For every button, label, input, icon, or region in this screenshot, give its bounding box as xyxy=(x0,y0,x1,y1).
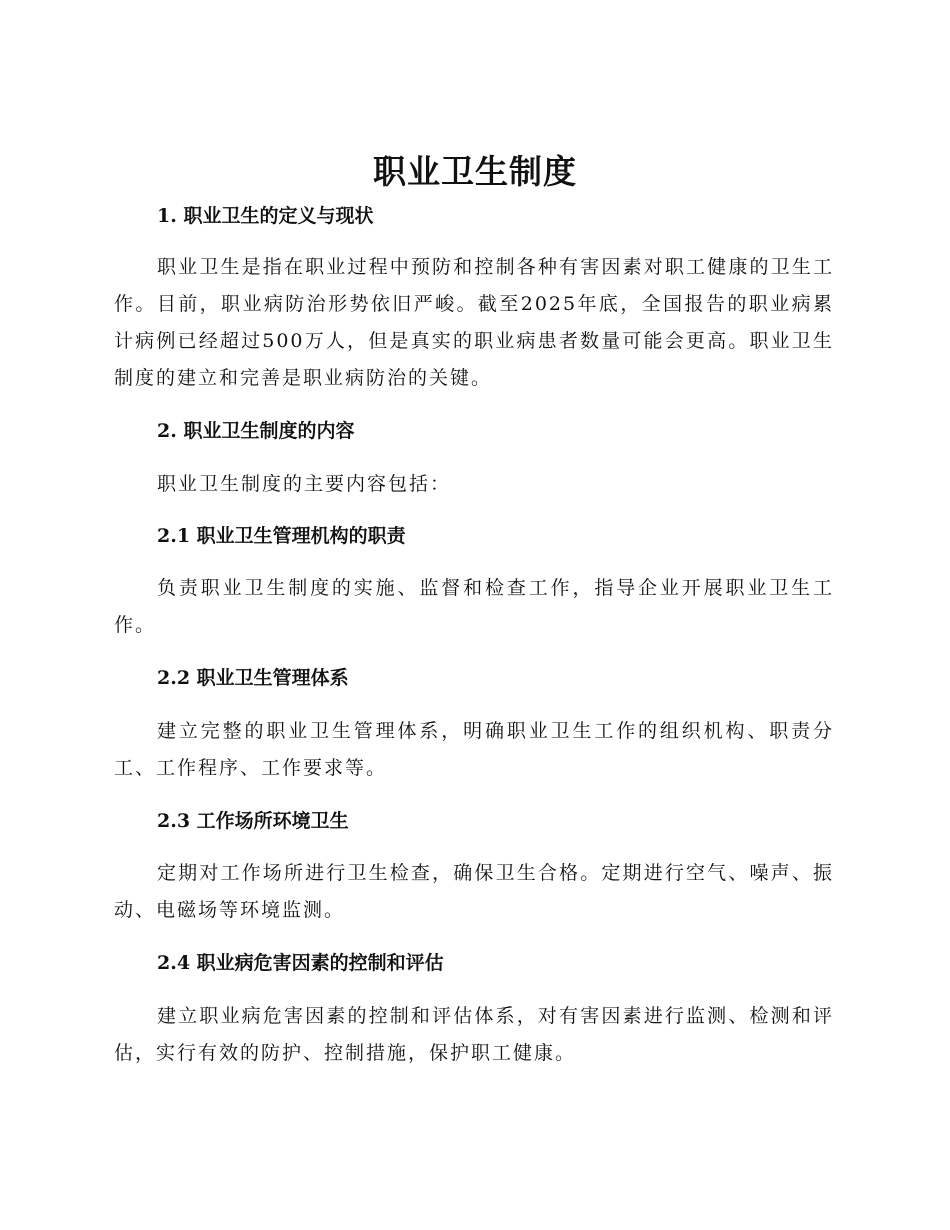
section-paragraph-2-3: 定期对工作场所进行卫生检查，确保卫生合格。定期进行空气、噪声、振动、电磁场等环境监测。 xyxy=(114,862,834,921)
section-heading-2-1: 2.1 职业卫生管理机构的职责 xyxy=(157,525,406,547)
section-heading-2: 2. 职业卫生制度的内容 xyxy=(157,420,355,442)
section-paragraph-1: 职业卫生是指在职业过程中预防和控制各种有害因素对职工健康的卫生工作。目前，职业病防治形势依旧严峻。截至2025年底，全国报告的职业病累计病例已经超过500万人，但是真实的职业病患者数量可能会更高。职业卫生制度的建立和完善是职业病防治的关键。 xyxy=(114,256,834,389)
section-paragraph-2: 职业卫生制度的主要内容包括： xyxy=(157,473,452,495)
section-paragraph-2-4: 建立职业病危害因素的控制和评估体系，对有害因素进行监测、检测和评估，实行有效的防护、控制措施，保护职工健康。 xyxy=(114,1005,834,1064)
section-heading-2-3: 2.3 工作场所环境卫生 xyxy=(157,810,349,832)
section-heading-2-2: 2.2 职业卫生管理体系 xyxy=(157,667,349,689)
section-paragraph-2-2: 建立完整的职业卫生管理体系，明确职业卫生工作的组织机构、职责分工、工作程序、工作要求等。 xyxy=(114,720,834,779)
section-heading-1: 1. 职业卫生的定义与现状 xyxy=(157,205,374,227)
section-heading-2-4: 2.4 职业病危害因素的控制和评估 xyxy=(157,952,444,974)
document-title: 职业卫生制度 xyxy=(373,152,577,191)
section-paragraph-2-1: 负责职业卫生制度的实施、监督和检查工作，指导企业开展职业卫生工作。 xyxy=(114,577,834,636)
